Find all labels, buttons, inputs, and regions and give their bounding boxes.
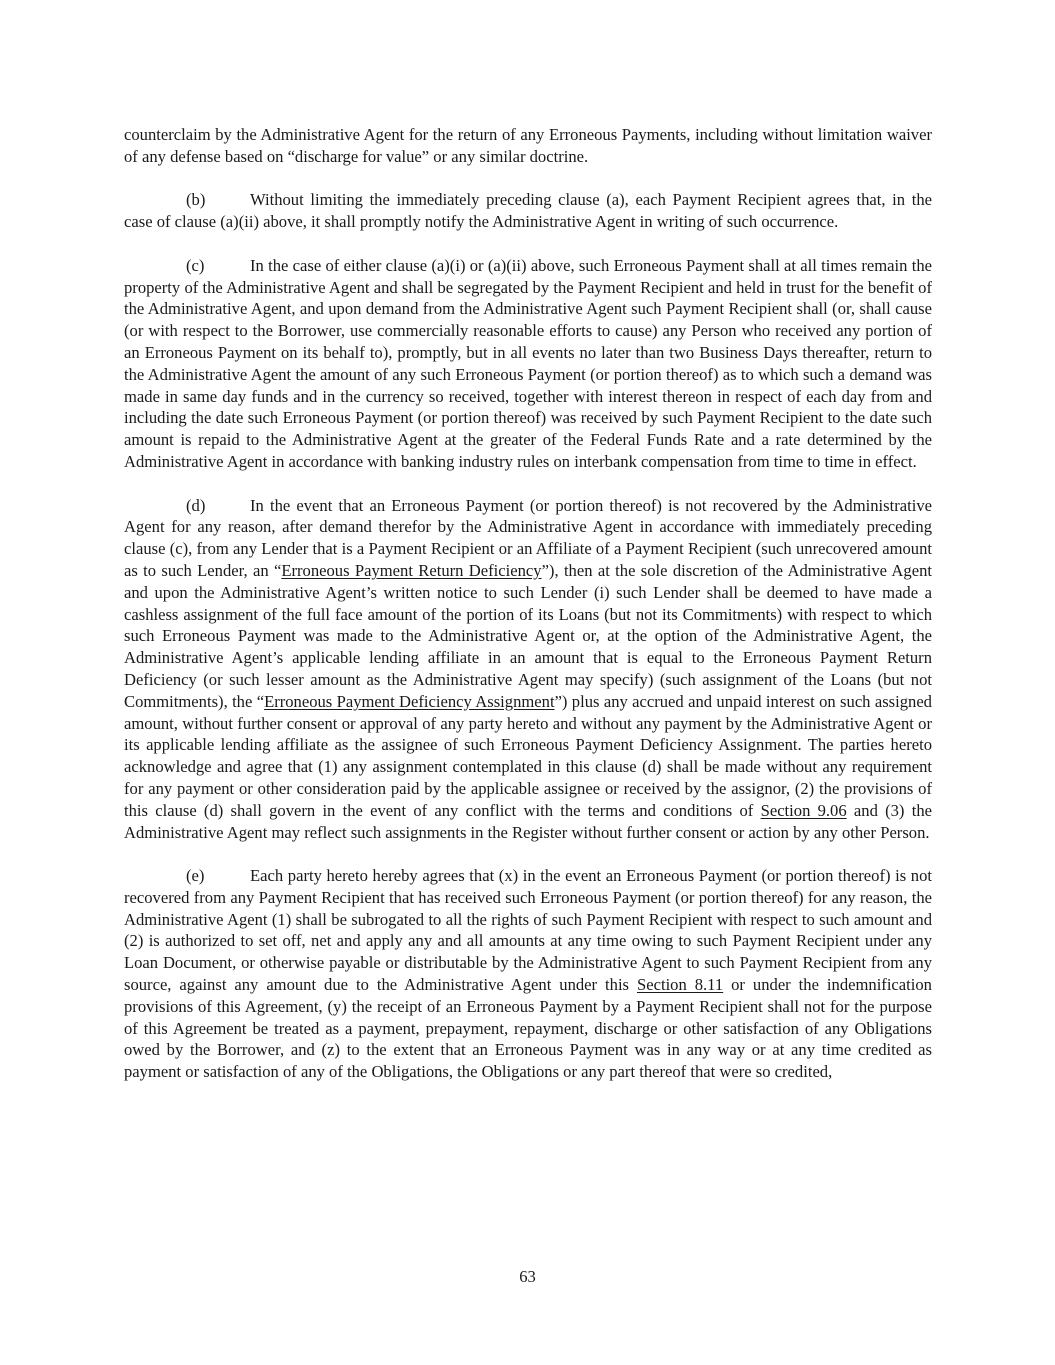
- paragraph-d-text-2: ”), then at the sole discretion of the Administrative Agent and upon the Administrative Agent’s written notice to such Lender (i) such Lender shall be deemed to have made a cashless assignment of the full face amount of the portion of its Loans (but not its Commitments) with respect to which such Erroneous Payment was made to the Administrative Agent or, at the option of the Administrative Agent, the Administrative Agent’s applicable lending affiliate in an amount that is equal to the Erroneous Payment Return Deficiency (or such lesser amount as the Administrative Agent may specify) (such assignment of the Loans (but not Commitments), the “: [124, 560, 932, 711]
- paragraph-continuation: counterclaim by the Administrative Agent for the return of any Erroneous Payments, including without limitation waiver of any defense based on “discharge for value” or any similar doctrine.: [124, 125, 932, 166]
- paragraph-c: [124, 255, 932, 473]
- paragraph-e-text-2: or under the indemnification provisions of this Agreement, (y) the receipt of an Erroneous Payment by a Payment Recipient shall not for the purpose of this Agreement be treated as a payment, prepayment, repayment, discharge or other satisfaction of any Obligations owed by the Borrower, and (z) to the extent that an Erroneous Payment was in any way or at any time credited as payment or satisfaction of any of the Obligations, the Obligations or any part thereof that were so credited,: [124, 975, 932, 1082]
- paragraph-c-text: In the case of either clause (a)(i) or (a)(ii) above, such Erroneous Payment shall at all times remain the property of the Administrative Agent and shall be segregated by the Payment Recipient and held in trust for the benefit of the Administrative Agent, and upon demand from the Administrative Agent such Payment Recipient shall (or, shall cause (or with respect to the Borrower, use commercially reasonable efforts to cause) any Person who received any portion of an Erroneous Payment on its behalf to), promptly, but in all events no later than two Business Days thereafter, return to the Administrative Agent the amount of any such Erroneous Payment (or portion thereof) as to which such a demand was made in same day funds and in the currency so received, together with interest thereon in respect of each day from and including the date such Erroneous Payment (or portion thereof) was received by such Payment Recipient to the date such amount is repaid to the Administrative Agent at the greater of the Federal Funds Rate and a rate determined by the Administrative Agent in accordance with banking industry rules on interbank compensation from time to time in effect.: [124, 255, 932, 471]
- defined-term-deficiency-assignment: Erroneous Payment Deficiency Assignment: [264, 691, 555, 711]
- paragraph-d: [124, 495, 932, 844]
- paragraph-b-text: Without limiting the immediately preceding clause (a), each Payment Recipient agrees that, in the case of clause (a)(ii) above, it shall promptly notify the Administrative Agent in writing of such occurrence.: [124, 190, 932, 232]
- clause-label-c: (c): [186, 255, 205, 275]
- paragraph-e-text-1: Each party hereto hereby agrees that (x) in the event an Erroneous Payment (or portion thereof) is not recovered from any Payment Recipient that has received such Erroneous Payment (or portion thereof) for any reason, the Administrative Agent (1) shall be subrogated to all the rights of such Payment Recipient with respect to such amount and (2) is authorized to set off, net and apply any and all amounts at any time owing to such Payment Recipient under any Loan Document, or otherwise payable or distributable by the Administrative Agent to such Payment Recipient from any source, against any amount due to the Administrative Agent under this: [124, 866, 932, 995]
- page-number: 63: [519, 1267, 536, 1286]
- paragraph-d-text-3: ”) plus any accrued and unpaid interest on such assigned amount, without further consent or approval of any party hereto and without any payment by the Administrative Agent or its applicable lending affiliate as the assignee of such Erroneous Payment Deficiency Assignment. The parties hereto acknowledge and agree that (1) any assignment contemplated in this clause (d) shall be made without any requirement for any payment or other consideration paid by the applicable assignee or received by the assignor, (2) the provisions of this clause (d) shall govern in the event of any conflict with the terms and conditions of: [124, 691, 932, 820]
- clause-label-b: (b): [186, 190, 206, 210]
- paragraph-d-text-1: In the event that an Erroneous Payment (or portion thereof) is not recovered by the Administrative Agent for any reason, after demand therefor by the Administrative Agent in accordance with immediately preceding clause (c), from any Lender that is a Payment Recipient or an Affiliate of a Payment Recipient (such unrecovered amount as to such Lender, an “: [124, 495, 932, 580]
- paragraph-e: [124, 865, 932, 1083]
- paragraph-b: [124, 189, 932, 233]
- paragraph-d-text-4: and (3) the Administrative Agent may reflect such assignments in the Register without further consent or action by any other Person.: [124, 800, 932, 842]
- defined-term-return-deficiency: Erroneous Payment Return Deficiency: [281, 560, 542, 580]
- section-reference-8-11: Section 8.11: [637, 975, 724, 995]
- section-reference-9-06: Section 9.06: [760, 800, 847, 820]
- document-body: [124, 124, 932, 1105]
- clause-label-d: (d): [186, 495, 206, 515]
- clause-label-e: (e): [186, 866, 205, 886]
